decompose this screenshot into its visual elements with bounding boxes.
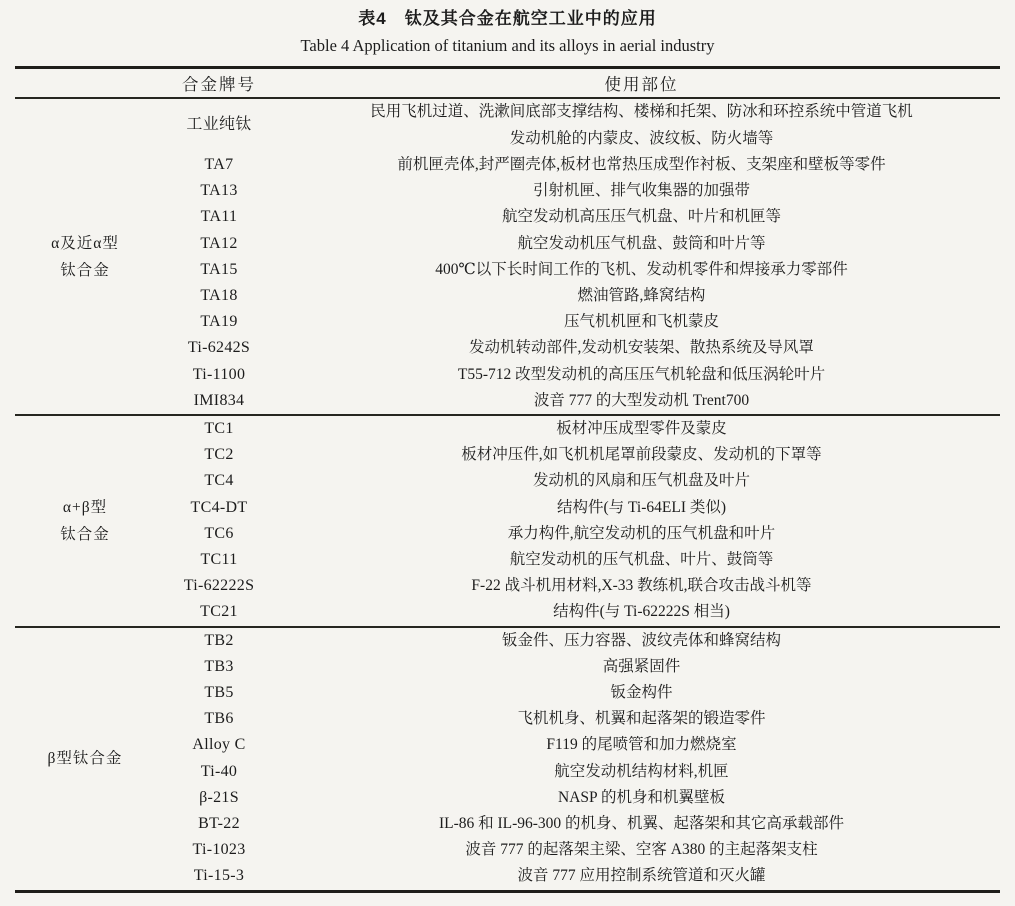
column-header-alloy: 合金牌号 [155, 68, 283, 99]
alloy-cell: Ti-62222S [183, 577, 255, 595]
group-label-line: α及近α型 [51, 234, 119, 252]
table-row [15, 362, 1000, 388]
alloy-cell: TB2 [204, 631, 234, 649]
group-label-line: α+β型 [62, 498, 108, 516]
alloy-cell: Ti-1100 [192, 365, 246, 383]
table-row [15, 573, 1000, 599]
alloy-cell: TB3 [204, 657, 234, 675]
usage-line: 发动机舱的内蒙皮、波纹板、防火墙等 [509, 129, 774, 147]
table-row [15, 468, 1000, 494]
table-row [15, 785, 1000, 811]
usage-cell: 引射机匣、排气收集器的加强带 [532, 182, 750, 200]
alloy-cell: IMI834 [193, 391, 245, 409]
table-row [15, 627, 1000, 654]
group-label-line: β型钛合金 [47, 750, 123, 768]
section-alpha-beta [15, 415, 1000, 627]
alloy-cell: 工业纯钛 [186, 116, 252, 134]
table-row [15, 599, 1000, 626]
usage-cell: 波音 777 的大型发动机 Trent700 [533, 391, 750, 409]
usage-cell: NASP 的机身和机翼壁板 [558, 788, 725, 806]
table-row [15, 152, 1000, 178]
alloy-cell: TC2 [204, 446, 234, 464]
usage-cell: 飞机机身、机翼和起落架的锻造零件 [517, 710, 766, 728]
alloy-cell: TA12 [200, 234, 238, 252]
table-row [15, 759, 1000, 785]
usage-cell: 钣金件、压力容器、波纹壳体和蜂窝结构 [501, 631, 781, 649]
alloy-cell: TA7 [204, 156, 234, 173]
table-row [15, 257, 1000, 283]
alloy-cell: TA18 [200, 287, 238, 305]
alloy-cell: TA15 [200, 260, 238, 278]
usage-cell: F119 的尾喷管和加力燃烧室 [546, 736, 737, 754]
table-row [15, 654, 1000, 680]
group-label-line: 钛合金 [60, 261, 110, 279]
usage-cell: 航空发动机的压气机盘、叶片、鼓筒等 [509, 551, 774, 569]
table-row [15, 495, 1000, 521]
alloy-cell: Ti-1023 [192, 841, 246, 859]
section-alpha [15, 98, 1000, 415]
usage-cell: 航空发动机压气机盘、鼓筒和叶片等 [517, 234, 766, 252]
usage-cell: 航空发动机高压压气机盘、叶片和机匣等 [501, 208, 781, 226]
alloy-cell: TC6 [204, 524, 234, 542]
section-beta [15, 627, 1000, 892]
table-title-en: Table 4 Application of titanium and its alloys in aerial industry [300, 36, 715, 55]
alloy-cell: β-21S [199, 788, 239, 806]
table-row [15, 680, 1000, 706]
alloy-cell: TC4 [204, 472, 234, 490]
table-row [15, 811, 1000, 837]
column-header-group-empty [15, 68, 155, 99]
alloy-cell: TC11 [200, 551, 238, 569]
column-header-usage: 使用部位 [283, 68, 1000, 99]
usage-cell: IL-86 和 IL-96-300 的机身、机翼、起落架和其它高承载部件 [438, 815, 845, 833]
alloy-cell: TC21 [200, 603, 238, 621]
group-cell-beta [15, 627, 155, 892]
usage-cell: F-22 战斗机用材料,X-33 教练机,联合攻击战斗机等 [471, 577, 812, 595]
table-row [15, 204, 1000, 230]
usage-cell: 400℃以下长时间工作的飞机、发动机零件和焊接承力零部件 [435, 260, 848, 278]
alloy-cell: Ti-15-3 [193, 867, 245, 885]
table-row [15, 863, 1000, 891]
table-row [15, 521, 1000, 547]
table-header [15, 68, 1000, 99]
usage-cell: 燃油管路,蜂窝结构 [577, 287, 706, 305]
usage-cell: 板材冲压件,如飞机机尾罩前段蒙皮、发动机的下罩等 [461, 446, 822, 464]
table-row [15, 415, 1000, 442]
alloy-cell: TB5 [204, 684, 234, 702]
alloy-cell: BT-22 [198, 815, 240, 833]
alloy-cell: Ti-6242S [187, 339, 251, 357]
usage-cell: 发动机转动部件,发动机安装架、散热系统及导风罩 [469, 339, 814, 357]
table-row [15, 706, 1000, 732]
usage-cell: 高强紧固件 [602, 657, 681, 675]
table-row [15, 98, 1000, 152]
usage-cell: 波音 777 应用控制系统管道和灭火罐 [517, 867, 766, 885]
group-label-line: 钛合金 [60, 525, 110, 543]
table-row [15, 388, 1000, 415]
table-row [15, 178, 1000, 204]
alloy-cell: TA19 [200, 313, 238, 331]
table-row [15, 547, 1000, 573]
usage-cell: 波音 777 的起落架主梁、空客 A380 的主起落架支柱 [465, 841, 818, 859]
table-row [15, 335, 1000, 361]
usage-cell: 航空发动机结构材料,机匣 [554, 762, 729, 780]
table-row [15, 442, 1000, 468]
alloy-cell: Ti-40 [200, 762, 238, 780]
table-row [15, 309, 1000, 335]
table-row [15, 732, 1000, 758]
usage-cell: 钣金构件 [610, 684, 673, 702]
table-title-zh: 表4 钛及其合金在航空工业中的应用 [358, 9, 657, 28]
header-row [15, 68, 1000, 99]
alloy-cell: TA13 [200, 182, 238, 200]
usage-cell: 前机匣壳体,封严圈壳体,板材也常热压成型作衬板、支架座和壁板等零件 [397, 156, 886, 173]
alloy-cell: TC4-DT [190, 498, 248, 516]
titanium-alloy-application-table [15, 66, 1000, 893]
usage-cell: 结构件(与 Ti-62222S 相当) [553, 603, 730, 621]
usage-cell: 结构件(与 Ti-64ELI 类似) [556, 498, 727, 516]
group-cell-alpha [15, 98, 155, 415]
usage-line: 民用飞机过道、洗漱间底部支撑结构、楼梯和托架、防冰和环控系统中管道飞机 [370, 103, 913, 121]
usage-cell: 板材冲压成型零件及蒙皮 [556, 420, 727, 438]
usage-cell: T55-712 改型发动机的高压压气机轮盘和低压涡轮叶片 [457, 365, 826, 383]
alloy-cell: TA11 [200, 208, 238, 226]
group-cell-alpha-beta [15, 415, 155, 627]
table-row [15, 837, 1000, 863]
alloy-cell: TB6 [204, 710, 234, 728]
usage-cell: 压气机机匣和飞机蒙皮 [563, 313, 719, 331]
table-row [15, 231, 1000, 257]
usage-cell [283, 98, 1000, 152]
usage-cell: 承力构件,航空发动机的压气机盘和叶片 [507, 524, 776, 542]
alloy-cell: Alloy C [192, 736, 246, 754]
alloy-cell: TC1 [204, 420, 234, 438]
usage-cell: 发动机的风扇和压气机盘及叶片 [532, 472, 750, 490]
table-row [15, 283, 1000, 309]
